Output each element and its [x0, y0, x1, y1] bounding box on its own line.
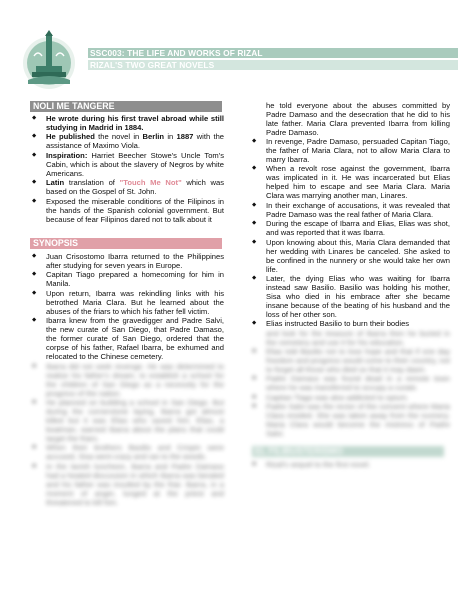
synopsis-blurred-item: ◆ Elias told Basilio not to lose hope and that if one day freedom and progress would come to their country, not to forget all those who died so that it may dawn. — [252, 347, 450, 374]
synopsis-item: ◆ During the escape of Ibarra and Elias, Elias was shot, and was reported that it was Ibarra. — [252, 219, 450, 237]
el-fili-heading: EL FILIBUSTERISMO — [252, 446, 444, 457]
continued-paragraph: he told everyone about the abuses committed by Padre Damaso and the desecration that he did to his late father. Maria Clara prevented Ibarra from killing Padre Damaso. — [266, 101, 450, 137]
right-column — [252, 101, 450, 469]
noli-item-4: ◆ Latin translation of "Touch Me Not" which was based on the Gospel of St. John. — [32, 178, 224, 196]
synopsis-blurred-item: ◆ Padre Salvi was the rector of the convent where Maria Clara resided. She was taken away from the nunnery. Maria Clara would become the mistress of Padre Salvi. — [252, 402, 450, 438]
synopsis-blurred-item: ◆ When their brothers Basilio and Crispin were accused, Sisa went crazy and ran to the woods. — [32, 443, 224, 461]
synopsis-item: ◆ Upon return, Ibarra was rekindling links with his betrothed Maria Clara. But he learned about the abuses of the friars to which his father fell victim. — [32, 289, 224, 316]
synopsis-item: ◆ Ibarra knew from the gravedigger and Padre Salvi, the new curate of San Diego, that Padre Damaso, the former curate of San Diego, ordered that the corpse of his father, Rafael Ibarra, be exhumed and relocated to the Chinese cemetery. — [32, 316, 224, 361]
synopsis-item: ◆ In revenge, Padre Damaso, persuaded Capitan Tiago, the father of Maria Clara, not to allow Maria Clara to marry Ibarra. — [252, 137, 450, 164]
synopsis-heading: SYNOPSIS — [30, 238, 222, 249]
right-blurred-section — [252, 329, 450, 469]
synopsis-item: ◆ In their exchange of accusations, it was revealed that Padre Damaso was the real father of Maria Clara. — [252, 201, 450, 219]
noli-item-1: ◆ He wrote during his first travel abroad while still studying in Madrid in 1884. — [32, 114, 224, 132]
noli-item-3: ◆ Inspiration: Harriet Beecher Stowe's Uncle Tom's Cabin, which is about the slavery of Negros by white Americans. — [32, 151, 224, 178]
synopsis-blurred-item: ◆ Ibarra did not seek revenge. He was determined to realize his father's dream, to establish a school for the children of San Diego as a necessity for the progress of the nation. — [32, 362, 224, 398]
monument-logo-icon — [18, 30, 80, 92]
synopsis-blurred-list — [32, 362, 224, 507]
noli-item-2: ◆ He published the novel in Berlin in 1887 with the assistance of Maximo Viola. — [32, 132, 224, 150]
synopsis-blurred-item: ◆ In the lavish luncheon, Ibarra and Padre Damaso had a heated discussion in which Ibarra was berated and his father was insulted by the friar. Ibarra, in a moment of anger, lunged at the priest and threatened to kill him. — [32, 462, 224, 507]
synopsis-blurred-item: ◆ Padre Damaso was found dead in a remote town where he was transferred to occupy a curate. — [252, 374, 450, 392]
noli-section — [32, 114, 224, 224]
synopsis-item: ◆ Juan Crisostomo Ibarra returned to the Philippines after studying for seven years in Europe. — [32, 252, 224, 270]
synopsis-item: ◆ Later, the dying Elias who was waiting for Ibarra instead saw Basilio. Basilio was holding his mother, Sisa who died in his embrace after she became insane because of the beating of his husband and the loss of her other son. — [252, 274, 450, 319]
synopsis-item: ◆ Elias instructed Basilio to burn their bodies — [252, 319, 450, 328]
course-title: SSC003: THE LIFE AND WORKS OF RIZAL — [90, 48, 263, 58]
noli-item-5: ◆ Exposed the miserable conditions of the Filipinos in the hands of the Spanish colonial government. But because of fear Filipinos dared not to talk about it — [32, 197, 224, 224]
synopsis-blurred-item: ◆ Capitan Tiago was also addicted to opium. — [252, 393, 450, 402]
synopsis-item: ◆ Upon knowing about this, Maria Clara demanded that her wedding with Linares be canceled. She asked to be confined in the nunnery or she would take her own life. — [252, 238, 450, 274]
el-fili-item: ◆ Rizal's sequel to the first novel. — [252, 460, 450, 469]
noli-heading: NOLI ME TANGERE — [30, 101, 222, 112]
synopsis-item: ◆ Capitan Tiago prepared a homecoming for him in Manila. — [32, 270, 224, 288]
synopsis-section — [32, 252, 224, 507]
synopsis-item: ◆ When a revolt rose against the government, Ibarra was implicated in it. He was incarcerated but Elias helped him to escape and see Maria Clara. Maria Clara was marrying another man, Linares. — [252, 164, 450, 200]
topic-title: RIZAL'S TWO GREAT NOVELS — [90, 60, 215, 70]
blurred-paragraph: and look for the treasure of Ibarra then he buried in the cemetery and use it for his education. — [266, 328, 450, 347]
synopsis-blurred-item: ◆ He planned on building a school in San Diego. But during the cornerstone laying, Ibarra got almost killed but it was Elias who saved him. Elias, a boatman, warned Ibarra about the plans that could target the friars. — [32, 398, 224, 443]
